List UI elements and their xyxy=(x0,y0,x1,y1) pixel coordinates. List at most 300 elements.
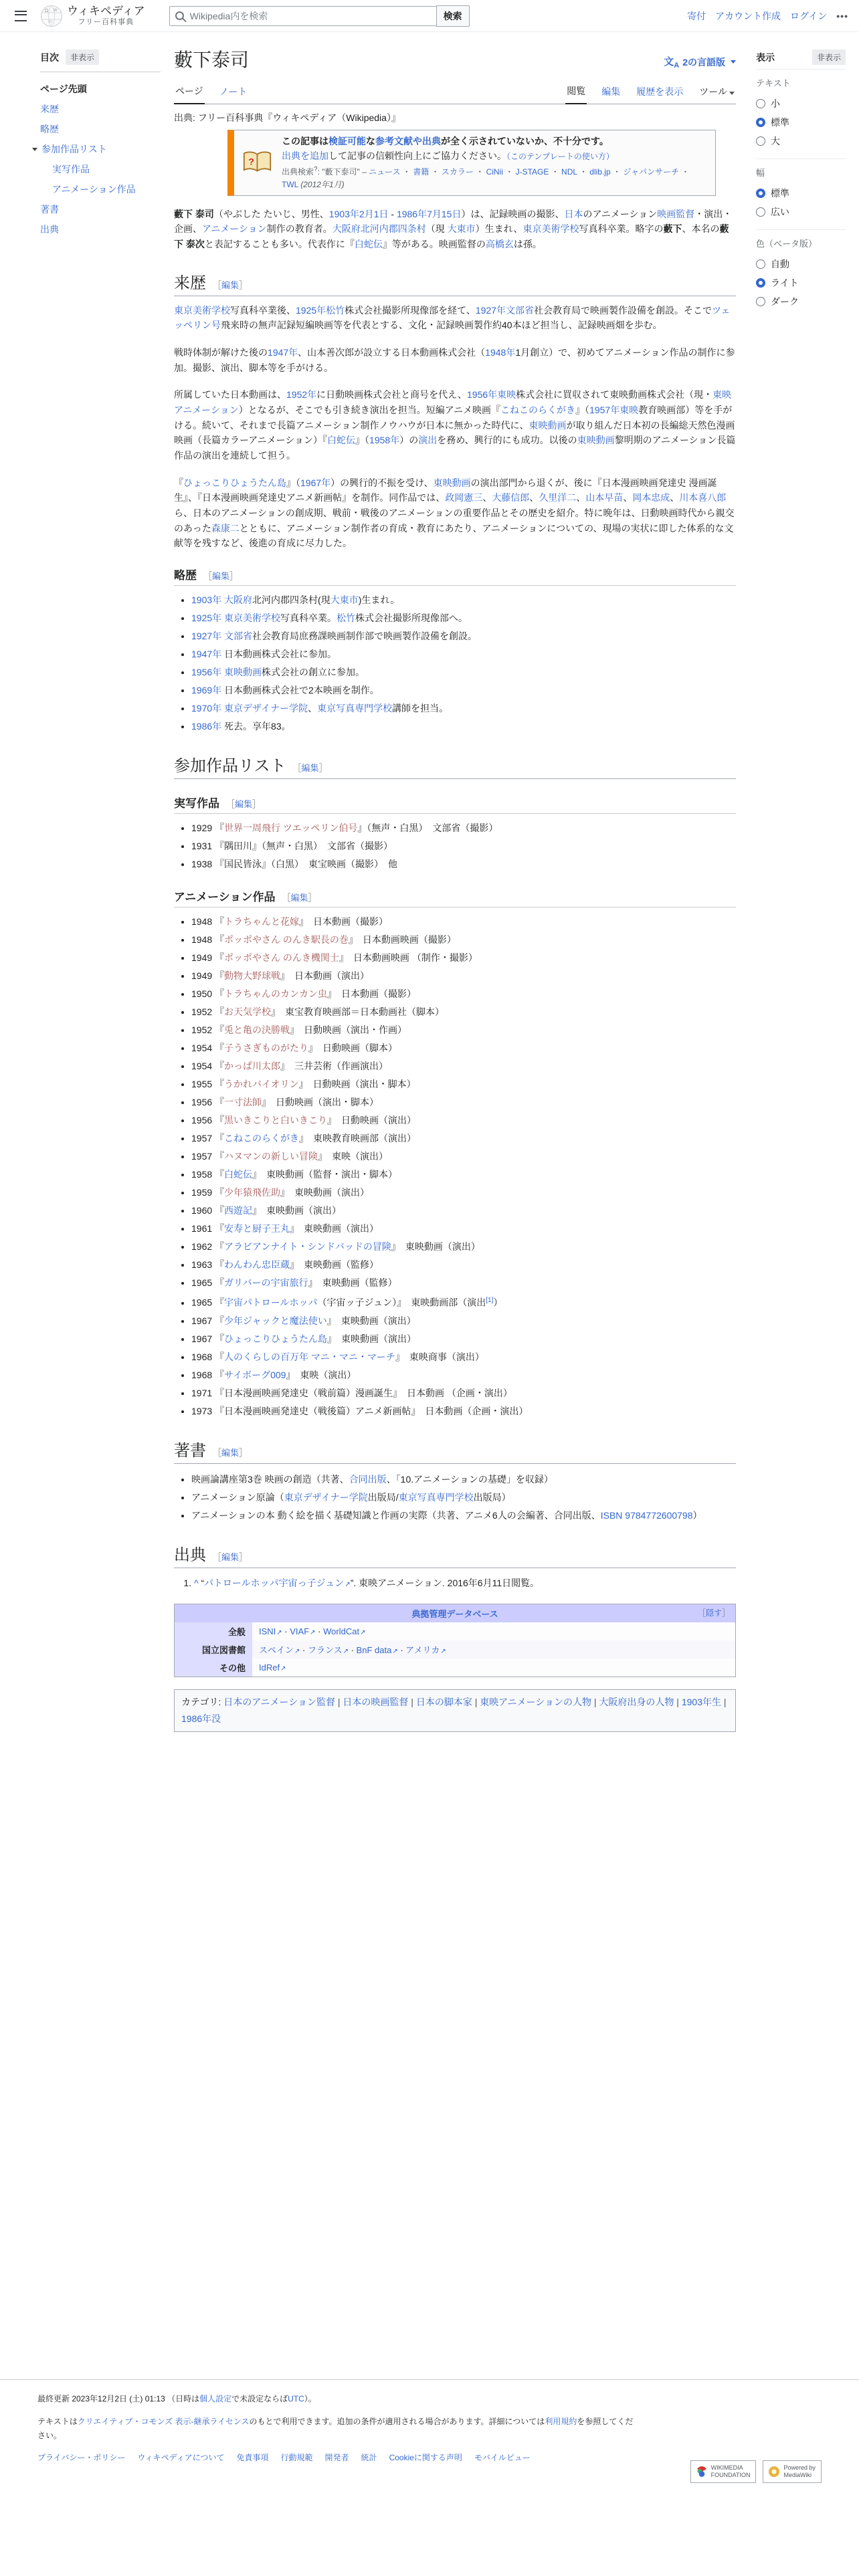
inline-text: ら、日本のアニメーションの創成期、戦前・戦後のアニメーションの重要作品とその歴史を紹介。特に晩年は、日動映画時代から親交のあった xyxy=(174,507,735,534)
inline-text: ・ xyxy=(400,167,413,177)
category-link[interactable]: 日本のアニメーション監督 xyxy=(223,1696,335,1707)
footer-link[interactable]: ウィキペディアについて xyxy=(137,2453,225,2463)
group-label: テキスト xyxy=(756,78,791,88)
login-link[interactable]: ログイン xyxy=(789,10,828,21)
search-box[interactable] xyxy=(169,6,437,26)
inline-link[interactable]: 西遊記 xyxy=(224,1204,253,1216)
inline-link[interactable]: 東映アニメーション xyxy=(174,389,732,415)
authority-link[interactable] xyxy=(300,1645,349,1655)
tab-history[interactable]: 履歴を表示 xyxy=(636,86,684,97)
inline-link[interactable]: 文部省 xyxy=(224,630,253,641)
inline-link[interactable]: 川本喜八郎 xyxy=(679,492,727,504)
inline-link[interactable]: 1969年 xyxy=(191,684,222,695)
inline-link[interactable]: 出典を追加 xyxy=(282,150,329,161)
inline-text: 1961 『 xyxy=(191,1222,225,1234)
search-input[interactable] xyxy=(189,10,431,22)
toc-item-shutten[interactable]: 出典 xyxy=(40,224,59,235)
inline-text: 1959 『 xyxy=(191,1186,225,1198)
search-button[interactable]: 検索 xyxy=(436,5,470,27)
inline-text: 1950 『 xyxy=(191,988,225,999)
tab-read[interactable]: 閲覧 xyxy=(565,80,587,104)
inline-link[interactable]: 松竹 xyxy=(326,304,345,316)
radio-icon[interactable] xyxy=(756,297,765,306)
tab-page[interactable]: ページ xyxy=(174,80,205,104)
inline-redlink[interactable]: うかれバイオリン xyxy=(224,1078,299,1089)
toc-item-anime[interactable]: アニメーション作品 xyxy=(52,184,136,195)
inline-link[interactable]: ひょっこりひょうたん島 xyxy=(183,477,286,488)
section-heading-jissha xyxy=(174,794,736,814)
inline-text: ・ xyxy=(577,167,590,177)
inline-link[interactable]: アメリカ ↗ xyxy=(405,1645,446,1655)
inline-link[interactable]: こねこのらくがき xyxy=(500,404,576,415)
inline-text: )生まれ。 xyxy=(358,594,400,605)
inline-link[interactable]: ジャパンサーチ xyxy=(623,167,680,177)
mediawiki-logo-icon xyxy=(769,2466,779,2477)
edit-section-link[interactable]: 編集 xyxy=(290,892,308,903)
inline-link[interactable]: 参考文献や出典 xyxy=(375,136,442,146)
timeline-item xyxy=(191,663,736,681)
section-title: 参加作品リスト xyxy=(174,756,286,775)
inline-link[interactable]: 森康二 xyxy=(211,522,240,534)
inline-redlink[interactable]: かっぱ川太郎 xyxy=(224,1060,281,1071)
edit-section: ［編集］ xyxy=(203,570,239,581)
authority-links xyxy=(259,1662,286,1673)
inline-text: 』 日動映画（演出・脚本） xyxy=(262,1096,379,1107)
inline-text: 1948 『 xyxy=(191,934,225,945)
inline-text: 』 東映（演出） xyxy=(318,1150,389,1162)
inline-link[interactable]: 大東市 xyxy=(330,594,359,605)
inline-link[interactable]: 利用規約 xyxy=(545,2417,577,2427)
inline-link[interactable]: 人のくらしの百万年 マニ・マニ・マーチ xyxy=(224,1351,395,1362)
radio-icon[interactable] xyxy=(756,259,765,269)
edit-section-link[interactable]: 編集 xyxy=(235,798,253,809)
inline-text: ） xyxy=(493,1297,503,1308)
inline-text: 日本動画株式会社で2本映画を制作。 xyxy=(221,684,379,695)
toc-hide-button[interactable]: 非表示 xyxy=(66,49,99,65)
inline-link[interactable]: 1925年 xyxy=(191,612,222,623)
inline-link[interactable]: 少年ジャックと魔法使い xyxy=(224,1315,327,1326)
tab-edit[interactable]: 編集 xyxy=(601,86,621,97)
authority-link[interactable] xyxy=(398,1645,446,1655)
svg-text:山: 山 xyxy=(48,19,53,24)
toc-item-sanka[interactable]: 参加作品リスト xyxy=(41,144,107,154)
footer-link[interactable]: 統計 xyxy=(361,2453,377,2463)
language-icon: 文$_A$ xyxy=(664,56,680,70)
inline-link[interactable]: 政岡憲三 xyxy=(445,492,483,504)
inline-text: 藪下 泰次 xyxy=(174,223,729,249)
inline-text: 』 東映動画（演出） xyxy=(290,1222,379,1234)
lead-paragraph xyxy=(174,207,736,252)
inline-text: 』 日本動画映画 （制作・撮影） xyxy=(339,952,478,963)
book-item xyxy=(191,1471,736,1488)
inline-link[interactable]: dlib.jp xyxy=(589,167,611,177)
inline-link[interactable]: パトロールホッパ宇宙っ子ジュン ↗ xyxy=(204,1578,351,1588)
inline-link[interactable]: 東京写真専門学校 xyxy=(317,702,393,714)
authority-link[interactable] xyxy=(349,1645,398,1655)
inline-text: 藪下 xyxy=(663,223,682,235)
toc-item-chosho[interactable]: 著書 xyxy=(40,204,59,215)
toc-item-ryakureki[interactable]: 略歴 xyxy=(40,124,59,134)
inline-text: 、 xyxy=(670,492,680,504)
appearance-title: 表示 xyxy=(756,51,775,63)
inline-link[interactable]: 東映動画 xyxy=(433,477,471,488)
edit-section-link[interactable]: 編集 xyxy=(221,1551,240,1562)
inline-link[interactable]: 演出 xyxy=(418,435,438,446)
inline-link[interactable]: 大東市 xyxy=(447,223,476,235)
inline-text: ・ xyxy=(549,167,562,177)
radio-label: 標準 xyxy=(771,117,789,128)
inline-text: 、 xyxy=(529,492,539,504)
wordmark xyxy=(67,5,145,26)
radio-icon[interactable] xyxy=(756,278,765,288)
notice-line-2 xyxy=(282,149,707,164)
edit-section-link[interactable]: 編集 xyxy=(301,762,319,773)
inline-link[interactable]: ISNI ↗ xyxy=(259,1626,282,1636)
inline-link[interactable]: 東京デザイナー学院 xyxy=(284,1491,368,1503)
inline-link[interactable]: ツェッペリン号 xyxy=(174,304,731,331)
inline-link[interactable]: 東京デザイナー学院 xyxy=(224,702,308,714)
toc-collapse-chevron-icon[interactable] xyxy=(32,148,37,151)
work-item xyxy=(191,1274,736,1291)
inline-link[interactable]: 久里洋二 xyxy=(539,492,577,504)
work-item xyxy=(191,949,736,966)
inline-redlink[interactable]: トラちゃんのカンカン虫 xyxy=(224,988,328,999)
authority-row-label: その他 xyxy=(175,1658,253,1677)
section-title: 略歴 xyxy=(174,568,197,582)
timeline-item xyxy=(191,645,736,663)
authority-title-link[interactable]: 典拠管理データベース xyxy=(411,1608,498,1619)
site-subtitle: フリー百科事典 xyxy=(78,17,134,26)
inline-link[interactable]: 白蛇伝 xyxy=(327,435,356,446)
inline-link[interactable]: 文部省 xyxy=(506,304,535,316)
edit-section-link[interactable]: 編集 xyxy=(221,1447,240,1458)
inline-text: 1967 『 xyxy=(191,1315,225,1326)
inline-link[interactable]: ^ xyxy=(194,1577,201,1588)
work-item xyxy=(191,855,736,873)
group-label: 幅 xyxy=(756,168,765,178)
inline-link[interactable]: 山本早苗 xyxy=(585,492,624,504)
footer-link[interactable]: プライバシー・ポリシー xyxy=(37,2453,126,2463)
inline-link[interactable]: WorldCat ↗ xyxy=(323,1626,365,1636)
toc-item-top[interactable]: ページ先頭 xyxy=(40,84,87,94)
inline-link[interactable]: UTC xyxy=(288,2394,304,2403)
category-link[interactable]: | 東映アニメーションの人物 xyxy=(472,1697,591,1707)
inline-link[interactable]: 1903年2月1日 xyxy=(328,208,389,219)
inline-redlink[interactable]: トラちゃんと花嫁 xyxy=(224,916,300,927)
radio-label: ダーク xyxy=(771,296,799,307)
work-item xyxy=(191,1093,736,1111)
footer-link[interactable]: モバイルビュー xyxy=(474,2453,531,2463)
work-item xyxy=(191,1312,736,1329)
radio-option-wide[interactable] xyxy=(756,203,846,221)
inline-redlink[interactable]: 子うさぎものがたり xyxy=(224,1042,309,1053)
inline-link[interactable]: スペイン ↗ xyxy=(259,1645,300,1655)
radio-icon[interactable] xyxy=(756,207,765,217)
inline-text: （宇宙ッ子ジュン）』 東映動画部（演出 xyxy=(317,1297,486,1308)
inline-text: 映画論講座第3巻 映画の創造（共著、 xyxy=(191,1473,349,1485)
inline-text: 』 東映動画（演出） xyxy=(327,1333,417,1344)
live-action-works-list xyxy=(191,819,736,873)
inline-link[interactable]: 東京写真専門学校 xyxy=(398,1491,474,1503)
inline-link[interactable]: 1956年 xyxy=(467,389,498,401)
inline-link[interactable]: 白蛇伝 xyxy=(354,238,383,249)
inline-text: ・演出・企画、 xyxy=(174,208,733,235)
radio-icon[interactable] xyxy=(756,189,765,198)
inline-link[interactable]: ニュース xyxy=(369,167,401,177)
create-account-link[interactable]: アカウント作成 xyxy=(715,10,781,21)
category-link[interactable]: | 日本の脚本家 xyxy=(408,1697,472,1707)
inline-link[interactable]: 東映動画 xyxy=(577,435,615,446)
inline-redlink[interactable]: 一寸法師 xyxy=(224,1096,262,1107)
work-item xyxy=(191,1021,736,1039)
footer-link[interactable]: 開発者 xyxy=(324,2453,349,2463)
inline-link[interactable]: 1947年 xyxy=(268,346,298,358)
inline-link[interactable]: 東京美術学校 xyxy=(174,304,230,316)
inline-link[interactable]: 合同出版 xyxy=(349,1473,387,1485)
inline-text: 株式会社撮影所現像部へ。 xyxy=(355,612,468,623)
inline-link[interactable]: 大藤信郎 xyxy=(492,492,530,504)
inline-redlink[interactable]: ハヌマンの新しい冒険 xyxy=(224,1150,318,1162)
inline-text: （現 xyxy=(425,223,448,235)
inline-link[interactable]: 東映 xyxy=(497,389,516,401)
inline-link[interactable]: ガリバーの宇宙旅行 xyxy=(224,1277,308,1288)
edit-section-link[interactable]: 編集 xyxy=(221,280,240,290)
inline-link[interactable]: ISBN 9784772600798 xyxy=(600,1509,693,1521)
inline-text: ） xyxy=(692,1509,702,1521)
inline-link[interactable]: 安寿と厨子王丸 xyxy=(224,1222,290,1234)
categories-box xyxy=(174,1689,736,1732)
inline-text: ）は、記録映画の撮影、 xyxy=(461,208,565,219)
hamburger-menu-icon[interactable] xyxy=(15,11,27,21)
inline-link[interactable]: 大阪府北河内郡四条村 xyxy=(332,223,426,235)
inline-link[interactable]: ひょっこりひょうたん島 xyxy=(224,1333,328,1344)
radio-option-light[interactable] xyxy=(756,274,846,292)
work-item xyxy=(191,967,736,984)
category-link[interactable]: | 大阪府出身の人物 xyxy=(591,1697,674,1707)
mediawiki-badge[interactable]: Powered by MediaWiki xyxy=(763,2460,822,2483)
inline-link[interactable]: 高橋玄 xyxy=(485,238,514,249)
radio-option-standard[interactable] xyxy=(756,113,846,132)
authority-link[interactable] xyxy=(316,1626,366,1636)
inline-link[interactable]: TWL xyxy=(282,179,298,189)
tab-tools[interactable]: ツール xyxy=(698,81,736,104)
inline-link[interactable]: 1927年 xyxy=(475,304,506,316)
inline-text: が取り組んだ日本初の長編総天然色漫画映画（長篇カラーアニメーション）『 xyxy=(174,419,735,446)
timeline-item xyxy=(191,627,736,645)
category-link[interactable]: | 1903年生 xyxy=(674,1697,721,1707)
footer-link[interactable]: 免責事項 xyxy=(236,2453,269,2463)
inline-link[interactable]: こねこのらくがき xyxy=(224,1132,300,1144)
inline-link[interactable]: アニメーション xyxy=(202,223,267,235)
inline-link[interactable]: クリエイティブ・コモンズ 表示-継承ライセンス xyxy=(77,2417,250,2427)
inline-text: ・ xyxy=(473,167,486,177)
inline-link[interactable]: 東京美術学校 xyxy=(224,612,281,623)
inline-link[interactable]: 1903年 xyxy=(191,594,222,605)
inline-link[interactable]: 東映動画 xyxy=(529,419,567,431)
section-title: 著書 xyxy=(174,1441,206,1460)
radio-option-dark[interactable] xyxy=(756,292,846,311)
inline-link[interactable]: 1957年 xyxy=(589,404,620,415)
inline-link[interactable]: 1925年 xyxy=(296,304,326,316)
site-title: ウィキペディア xyxy=(67,5,145,18)
authority-hide-link[interactable]: 隠す xyxy=(705,1608,722,1618)
wikimedia-badge[interactable]: WIKIMEDIA FOUNDATION xyxy=(690,2460,757,2483)
inline-link[interactable]: 大阪府 xyxy=(224,594,253,605)
inline-redlink[interactable]: 世界一周飛行 ツエッペリン伯号 xyxy=(224,822,358,833)
radio-icon[interactable] xyxy=(756,118,765,127)
inline-link[interactable]: BnF data ↗ xyxy=(357,1645,398,1655)
radio-icon[interactable] xyxy=(756,136,765,146)
inline-link[interactable]: 検証可能 xyxy=(328,136,367,146)
section-title: アニメーション作品 xyxy=(174,890,276,903)
inline-link[interactable]: アラビアンナイト・シンドバッドの冒険 xyxy=(224,1241,391,1252)
authority-link[interactable] xyxy=(259,1626,282,1636)
page-title: 藪下泰司 xyxy=(174,49,250,70)
inline-text: 』 日動映画（演出） xyxy=(327,1114,417,1125)
radio-option-standard-width[interactable] xyxy=(756,184,846,203)
donate-link[interactable]: 寄付 xyxy=(687,10,706,21)
inline-text: 制作の教育者。 xyxy=(266,223,332,235)
inline-link[interactable]: 東映 xyxy=(619,404,639,415)
section-heading-chosho xyxy=(174,1437,736,1464)
inline-link[interactable]: 岡本忠成 xyxy=(632,492,670,504)
inline-link[interactable]: 日本 xyxy=(564,208,583,219)
last-updated xyxy=(37,2392,640,2405)
inline-redlink[interactable]: 動物大野球戦 xyxy=(224,970,281,981)
inline-link[interactable]: 1986年7月15日 xyxy=(396,208,462,219)
work-item xyxy=(191,1148,736,1165)
inline-link[interactable]: 1986年 xyxy=(191,720,222,732)
inline-link[interactable]: 宇宙パトロールホッパ xyxy=(224,1297,318,1308)
inline-text: “ xyxy=(201,1577,205,1588)
inline-redlink[interactable]: 兎と亀の決勝戦 xyxy=(224,1024,290,1035)
inline-text: 1956 『 xyxy=(191,1114,225,1125)
appearance-hide-button[interactable]: 非表示 xyxy=(812,49,846,65)
authority-link[interactable] xyxy=(259,1645,300,1655)
inline-link[interactable]: 1956年 xyxy=(191,666,222,677)
inline-text: 藪下 泰司 xyxy=(174,208,214,219)
inline-link[interactable]: 1967年 xyxy=(300,477,331,488)
inline-link[interactable]: （このテンプレートの使い方） xyxy=(506,151,614,161)
work-item xyxy=(191,1402,736,1420)
tab-talk[interactable]: ノート xyxy=(219,86,248,97)
inline-link[interactable]: 個人設定 xyxy=(199,2394,232,2403)
language-button[interactable] xyxy=(664,54,736,70)
work-item xyxy=(191,913,736,930)
toc-item-jissha[interactable]: 実写作品 xyxy=(52,164,90,175)
inline-link[interactable]: VIAF ↗ xyxy=(290,1626,315,1636)
inline-text: 』 東映動画（演出） xyxy=(280,1186,370,1198)
radio-option-auto[interactable] xyxy=(756,255,846,274)
footer-badges xyxy=(690,2460,822,2483)
history-paragraph xyxy=(174,303,736,333)
book-item xyxy=(191,1489,736,1506)
inline-link[interactable]: 1952年 xyxy=(286,389,317,401)
inline-text: 1948 『 xyxy=(191,916,225,927)
inline-text: 出版局） xyxy=(473,1491,511,1503)
inline-link[interactable]: J-STAGE xyxy=(515,167,549,177)
inline-redlink[interactable]: ポッポやさん のんき機関士 xyxy=(224,952,339,963)
edit-section: ［編集］ xyxy=(213,1551,248,1562)
inline-link[interactable]: スカラー xyxy=(441,167,474,177)
authority-link[interactable] xyxy=(259,1662,286,1673)
inline-redlink[interactable]: 黒いきこりと白いきこり xyxy=(224,1114,328,1125)
inline-text: 』 日本動画（撮影） xyxy=(327,988,417,999)
categories-list xyxy=(181,1697,727,1724)
inline-link[interactable]: 白蛇伝 xyxy=(224,1168,253,1180)
toc-item-raireki[interactable]: 来歴 xyxy=(40,104,59,114)
inline-text: 』 日本動画（演出） xyxy=(280,970,370,981)
inline-text: 1968 『 xyxy=(191,1369,225,1380)
footer-link[interactable]: 行動規範 xyxy=(280,2453,313,2463)
radio-option-large[interactable] xyxy=(756,132,846,150)
category-link[interactable]: | 1986年没 xyxy=(181,1697,727,1724)
inline-redlink[interactable]: お天気学校 xyxy=(224,1006,272,1017)
inline-link[interactable]: 松竹 xyxy=(337,612,356,623)
inline-text: 、本名の xyxy=(682,223,720,235)
inline-link[interactable]: [1] xyxy=(486,1296,494,1304)
work-item xyxy=(191,1238,736,1255)
inline-link[interactable]: 1927年 xyxy=(191,630,222,641)
radio-option-small[interactable] xyxy=(756,94,846,113)
radio-label: ライト xyxy=(771,278,799,288)
more-options-icon[interactable]: ••• xyxy=(836,10,848,21)
inline-text: 1958 『 xyxy=(191,1168,225,1180)
inline-link[interactable]: NDL xyxy=(561,167,577,177)
svg-text:?: ? xyxy=(248,156,254,168)
footer-link[interactable]: Cookieに関する声明 xyxy=(389,2453,462,2463)
inline-text: 、 xyxy=(576,492,586,504)
edit-section: ［編集］ xyxy=(226,798,262,809)
inline-link[interactable]: 1948年 xyxy=(485,346,516,358)
inline-link[interactable]: わんわん忠臣蔵 xyxy=(224,1259,290,1270)
edit-section-link[interactable]: 編集 xyxy=(212,570,230,581)
inline-link[interactable]: 東京美術学校 xyxy=(522,223,579,235)
inline-link[interactable]: サイボーグ009 xyxy=(224,1369,286,1380)
work-item xyxy=(191,1384,736,1402)
inline-text: 社会教育局庶務課映画制作部で映画製作設備を創設。 xyxy=(252,630,478,641)
timeline-item xyxy=(191,591,736,609)
authority-hide: ［隠す］ xyxy=(697,1608,730,1618)
authority-link[interactable] xyxy=(282,1626,316,1636)
inline-redlink[interactable]: 少年猿飛佐助 xyxy=(224,1186,281,1198)
inline-text: 、 xyxy=(623,492,633,504)
inline-link[interactable]: 東映動画 xyxy=(224,666,262,677)
category-link[interactable]: | 日本の映画監督 xyxy=(335,1697,408,1707)
references-list xyxy=(194,1575,736,1593)
inline-link[interactable]: 1947年 xyxy=(191,648,222,659)
inline-text: 』 東映動画（演出） xyxy=(326,1315,416,1326)
inline-link[interactable]: フランス ↗ xyxy=(308,1645,349,1655)
inline-text: 1954 『 xyxy=(191,1042,225,1053)
authority-links xyxy=(259,1645,446,1655)
inline-text: 社会教育局で映画製作設備を創設。そこで xyxy=(534,304,712,316)
section-heading-ryakureki xyxy=(174,566,736,586)
inline-text: ? xyxy=(314,166,318,174)
header-user-links xyxy=(687,9,848,23)
inline-link[interactable]: 1958年 xyxy=(369,435,400,446)
inline-link[interactable]: 映画監督 xyxy=(657,208,695,219)
inline-link[interactable]: CiNii xyxy=(486,167,503,177)
inline-link[interactable]: IdRef ↗ xyxy=(259,1662,286,1673)
wikipedia-logo[interactable] xyxy=(40,5,145,27)
inline-link[interactable]: 1970年 xyxy=(191,702,222,714)
radio-icon[interactable] xyxy=(756,99,765,108)
inline-redlink[interactable]: ポッポやさん のんき駅長の巻 xyxy=(224,934,349,945)
inline-text: - xyxy=(388,208,397,219)
inline-link[interactable]: 書籍 xyxy=(413,167,430,177)
work-item xyxy=(191,1184,736,1201)
